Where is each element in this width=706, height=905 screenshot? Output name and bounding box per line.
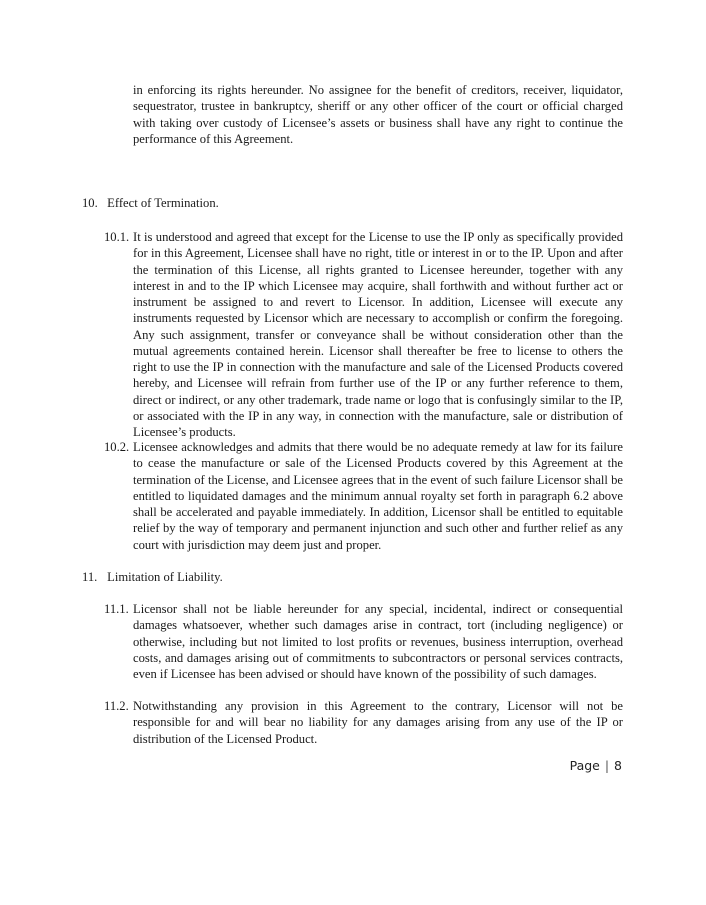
- page-separator: |: [604, 758, 610, 773]
- clause-10-1: [104, 229, 623, 440]
- clause-text: It is understood and agreed that except for the License to use the IP only as specifically provided for in this Agreement, Licensee shall have no right, title or interest in or to the IP. Upon and after the termination of this License, all rights granted to Licensee hereunder, together with any interest in and to the IP which Licensee may acquire, shall forthwith and without further act or instrument be assigned to and revert to Licensor. In addition, Licensee will execute any instruments requested by Licensor which are necessary to accomplish or confirm the foregoing. Any such assignment, transfer or conveyance shall be without consideration other than the mutual agreements contained herein. Licensor shall thereafter be free to license to others the right to use the IP in connection with the manufacture and sale of the Licensed Products covered hereby, and Licensee will refrain from further use of the IP or any further reference to them, direct or indirect, or any other trademark, trade name or logo that is confusingly similar to the IP, or associated with the IP in any way, in connection with the manufacture, sale or distribution of Licensee’s products.: [133, 230, 623, 439]
- clause-text: Licensor shall not be liable hereunder for any special, incidental, indirect or consequential damages whatsoever, whether such damages arise in contract, tort (including negligence) or otherwise, including but not limited to lost profits or revenues, business interruption, overhead costs, and damages arising out of commitments to subcontractors or personal services contracts, even if Licensee has been advised or should have known of the possibility of such damages.: [133, 602, 623, 681]
- page-number: 8: [614, 758, 622, 773]
- clause-text: Licensee acknowledges and admits that there would be no adequate remedy at law for its failure to cease the manufacture or sale of the Licensed Products covered by this Agreement at the termination of the License, and Licensee agrees that in the event of such failure Licensor shall be entitled to liquidated damages and the minimum annual royalty set forth in paragraph 6.2 above shall be accelerated and payable immediately. In addition, Licensor shall be entitled to equitable relief by the way of temporary and permanent injunction and such other and further relief as any court with jurisdiction may deem just and proper.: [133, 440, 623, 552]
- clause-11-1: [104, 601, 623, 682]
- page-footer: [570, 758, 622, 774]
- section-title: Limitation of Liability.: [107, 570, 223, 584]
- section-title: Effect of Termination.: [107, 196, 219, 210]
- section-number: 11.: [82, 570, 98, 584]
- clause-text: Notwithstanding any provision in this Agreement to the contrary, Licensor will not be responsible for and will bear no liability for any damages arising from any use of the IP or distribution of the Licensed Product.: [133, 699, 623, 746]
- section-heading-11: [82, 569, 223, 585]
- page-label: Page: [569, 758, 600, 773]
- clause-11-2: [104, 698, 623, 747]
- section-number: 10.: [82, 196, 98, 210]
- clause-number: 11.2.: [104, 699, 129, 713]
- clause-number: 10.2.: [104, 440, 130, 454]
- clause-number: 11.1.: [104, 602, 129, 616]
- clause-number: 10.1.: [104, 230, 130, 244]
- clause-10-2: [104, 439, 623, 553]
- section-heading-10: [82, 195, 219, 211]
- continuation-paragraph: in enforcing its rights hereunder. No assignee for the benefit of creditors, receiver, liquidator, sequestrator, trustee in bankruptcy, sheriff or any other officer of the court or official charged with taking over custody of Licensee’s assets or business shall have any right to continue the performance of this Agreement.: [133, 83, 623, 146]
